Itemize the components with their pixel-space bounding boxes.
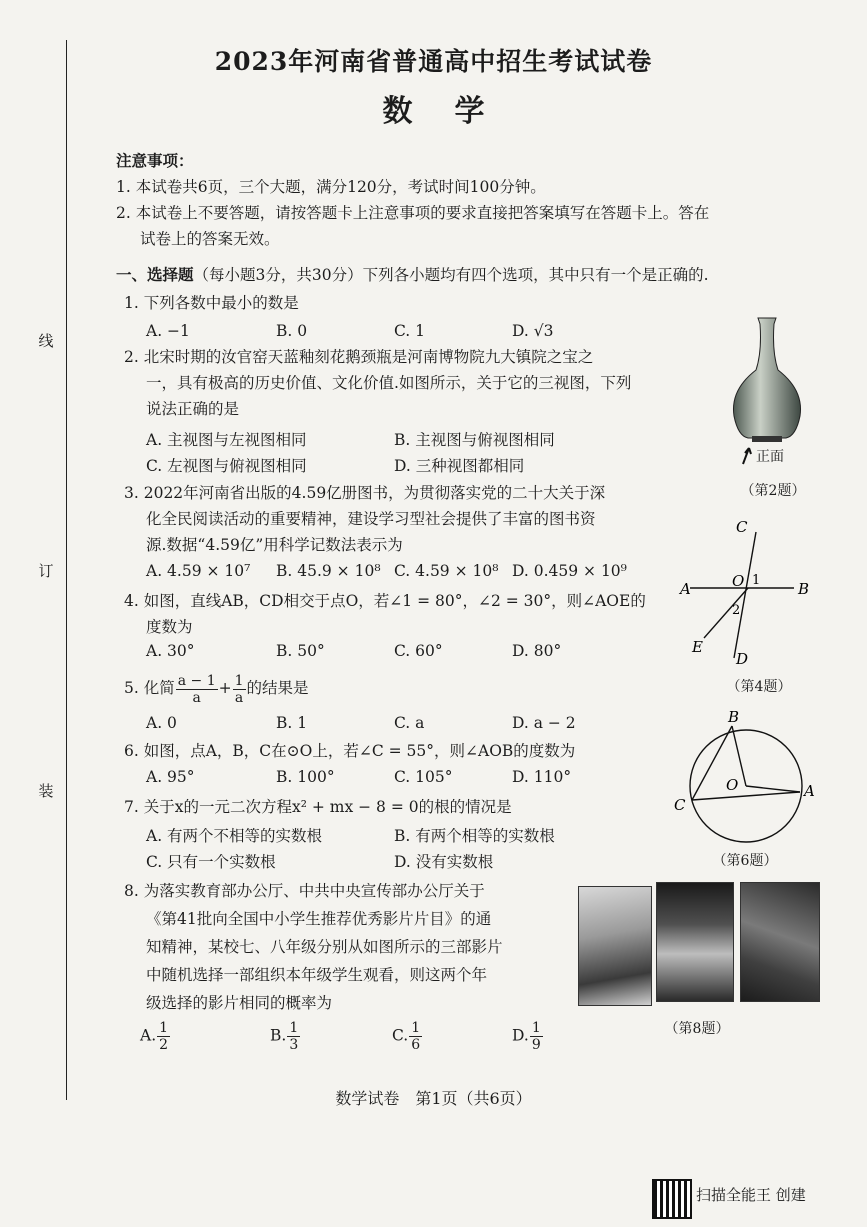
q6-option-a: A. 95°	[146, 768, 195, 786]
q5-option-a: A. 0	[146, 714, 177, 732]
q5-option-d: D. a − 2	[512, 714, 576, 732]
q3-option-b: B. 45.9 × 10⁸	[276, 562, 381, 580]
section-1-label: 一、选择题	[116, 265, 194, 284]
q4-label-b: B	[798, 580, 810, 598]
q8-option-c	[392, 1020, 423, 1053]
scanner-watermark: 扫描全能王 创建	[696, 1186, 806, 1204]
q4-figure	[676, 518, 816, 666]
q1-option-a: A. −1	[146, 322, 190, 340]
margin-label-bind: 装	[38, 782, 54, 800]
q8-option-c-num: 1	[411, 1020, 421, 1036]
q8-option-a-den: 2	[159, 1037, 169, 1053]
q8-option-a-letter: A.	[140, 1026, 157, 1045]
q4-option-c: C. 60°	[394, 642, 443, 660]
q4-caption: （第4题）	[726, 679, 792, 695]
q1-option-d: D. √3	[512, 322, 554, 340]
q4-label-d: D	[736, 650, 749, 666]
q8-line-3: 知精神，某校七、八年级分别从如图所示的三部影片	[146, 938, 503, 956]
q2-option-d: D. 三种视图都相同	[394, 457, 525, 475]
q8-option-b-letter: B.	[270, 1026, 287, 1045]
vase-front-label: 正面	[756, 449, 784, 465]
q8-line-4: 中随机选择一部组织本年级学生观看，则这两个年	[146, 966, 488, 984]
movie-poster-1-image	[578, 886, 652, 1006]
q8-option-a	[140, 1020, 171, 1053]
exam-subject: 数学	[382, 94, 527, 129]
vase-figure	[722, 312, 812, 447]
notice-item-2: 2. 本试卷上不要答题，请按答题卡上注意事项的要求直接把答案填写在答题卡上。答在	[116, 204, 710, 222]
q2-option-b: B. 主视图与俯视图相同	[394, 431, 555, 449]
q5-stem	[124, 670, 309, 706]
q3-line-2: 化全民阅读活动的重要精神，建设学习型社会提供了丰富的图书资	[146, 510, 596, 528]
q4-label-2: 2	[732, 603, 741, 618]
section-1-desc: （每小题3分，共30分）下列各小题均有四个选项，其中只有一个是正确的.	[193, 266, 709, 284]
exam-title: 2023年河南省普通高中招生考试试卷	[214, 47, 653, 76]
q8-option-b	[270, 1020, 301, 1053]
q5-fraction-2	[233, 673, 246, 706]
q4-line-2: 度数为	[146, 618, 193, 636]
q5-prefix: 5. 化简	[124, 679, 175, 697]
q8-option-d-letter: D.	[512, 1026, 529, 1045]
q4-option-d: D. 80°	[512, 642, 562, 660]
q6-figure	[670, 706, 820, 844]
q8-line-5: 级选择的影片相同的概率为	[146, 994, 333, 1012]
q4-option-b: B. 50°	[276, 642, 325, 660]
q8-option-a-num: 1	[159, 1020, 169, 1036]
q5-option-b: B. 1	[276, 714, 308, 732]
movie-poster-2-image	[656, 882, 734, 1002]
q8-option-a-frac	[157, 1020, 170, 1053]
q3-line-1: 3. 2022年河南省出版的4.59亿册图书，为贯彻落实党的二十大关于深	[124, 484, 606, 502]
q8-line-1: 8. 为落实教育部办公厅、中共中央宣传部办公厅关于	[124, 882, 485, 900]
q1-stem: 1. 下列各数中最小的数是	[124, 294, 299, 312]
q4-label-e: E	[692, 638, 703, 656]
q4-label-c: C	[736, 518, 748, 536]
q5-plus: +	[218, 679, 232, 697]
q3-option-d: D. 0.459 × 10⁹	[512, 562, 627, 580]
q6-label-a: A	[804, 782, 815, 800]
q7-option-b: B. 有两个相等的实数根	[394, 827, 555, 845]
q5-frac2-num: 1	[234, 672, 244, 689]
q6-option-d: D. 110°	[512, 768, 572, 786]
q8-option-c-den: 6	[411, 1037, 421, 1053]
q8-option-b-num: 1	[289, 1020, 299, 1036]
q5-option-c: C. a	[394, 714, 425, 732]
q6-option-c: C. 105°	[394, 768, 453, 786]
q8-option-c-letter: C.	[392, 1026, 409, 1045]
q8-option-d	[512, 1020, 544, 1053]
q4-label-a: A	[680, 580, 691, 598]
q2-line-1: 2. 北宋时期的汝官窑天蓝釉刻花鹅颈瓶是河南博物院九大镇院之宝之	[124, 348, 594, 366]
q1-option-c: C. 1	[394, 322, 426, 340]
q8-line-2: 《第41批向全国中小学生推荐优秀影片片目》的通	[146, 910, 492, 928]
page-footer: 数学试卷 第1页（共6页）	[335, 1089, 532, 1108]
q7-option-c: C. 只有一个实数根	[146, 853, 276, 871]
movie-poster-3-image	[740, 882, 820, 1002]
q2-caption: （第2题）	[740, 483, 806, 499]
q6-label-o: O	[726, 776, 739, 794]
front-arrow-icon	[740, 444, 754, 466]
q4-option-a: A. 30°	[146, 642, 195, 660]
notice-heading: 注意事项：	[116, 151, 194, 170]
q7-option-d: D. 没有实数根	[394, 853, 494, 871]
q5-frac2-den: a	[234, 689, 244, 706]
q8-option-d-frac	[530, 1020, 543, 1053]
margin-label-line: 线	[38, 332, 54, 350]
q2-line-3: 说法正确的是	[146, 400, 240, 418]
q4-label-o: O	[732, 572, 745, 590]
binding-line	[66, 40, 67, 1100]
q7-option-a: A. 有两个不相等的实数根	[146, 827, 323, 845]
q3-option-c: C. 4.59 × 10⁸	[394, 562, 499, 580]
q7-stem: 7. 关于x的一元二次方程x² + mx − 8 = 0的根的情况是	[124, 798, 512, 816]
q5-fraction-1	[176, 673, 218, 706]
q6-label-c: C	[674, 796, 686, 814]
q6-caption: （第6题）	[712, 853, 778, 869]
q4-line-1: 4. 如图，直线AB，CD相交于点O，若∠1 = 80°，∠2 = 30°，则∠AOE的	[124, 592, 646, 610]
notice-item-2-cont: 试卷上的答案无效。	[140, 230, 280, 248]
margin-label-staple: 订	[38, 562, 54, 580]
q4-label-1: 1	[752, 573, 761, 588]
q1-option-b: B. 0	[276, 322, 308, 340]
qr-code-icon	[652, 1179, 692, 1219]
q8-option-d-num: 1	[531, 1020, 541, 1036]
q8-option-c-frac	[409, 1020, 422, 1053]
q5-frac1-den: a	[192, 689, 201, 706]
q3-line-3: 源.数据“4.59亿”用科学记数法表示为	[146, 536, 403, 554]
q2-option-c: C. 左视图与俯视图相同	[146, 457, 307, 475]
q8-caption: （第8题）	[664, 1021, 730, 1037]
q6-label-b: B	[728, 708, 740, 726]
q8-option-d-den: 9	[531, 1037, 541, 1053]
q6-option-b: B. 100°	[276, 768, 335, 786]
q8-option-b-den: 3	[289, 1037, 299, 1053]
q6-stem: 6. 如图，点A，B，C在⊙O上，若∠C = 55°，则∠AOB的度数为	[124, 742, 576, 760]
q8-option-b-frac	[287, 1020, 300, 1053]
q5-suffix: 的结果是	[246, 679, 309, 697]
q3-option-a: A. 4.59 × 10⁷	[146, 562, 251, 580]
q5-frac1-num: a − 1	[177, 672, 216, 689]
q2-option-a: A. 主视图与左视图相同	[146, 431, 307, 449]
notice-item-1: 1. 本试卷共6页，三个大题，满分120分，考试时间100分钟。	[116, 178, 546, 196]
section-1-header	[116, 262, 709, 288]
q2-line-2: 一，具有极高的历史价值、文化价值.如图所示，关于它的三视图，下列	[146, 374, 632, 392]
